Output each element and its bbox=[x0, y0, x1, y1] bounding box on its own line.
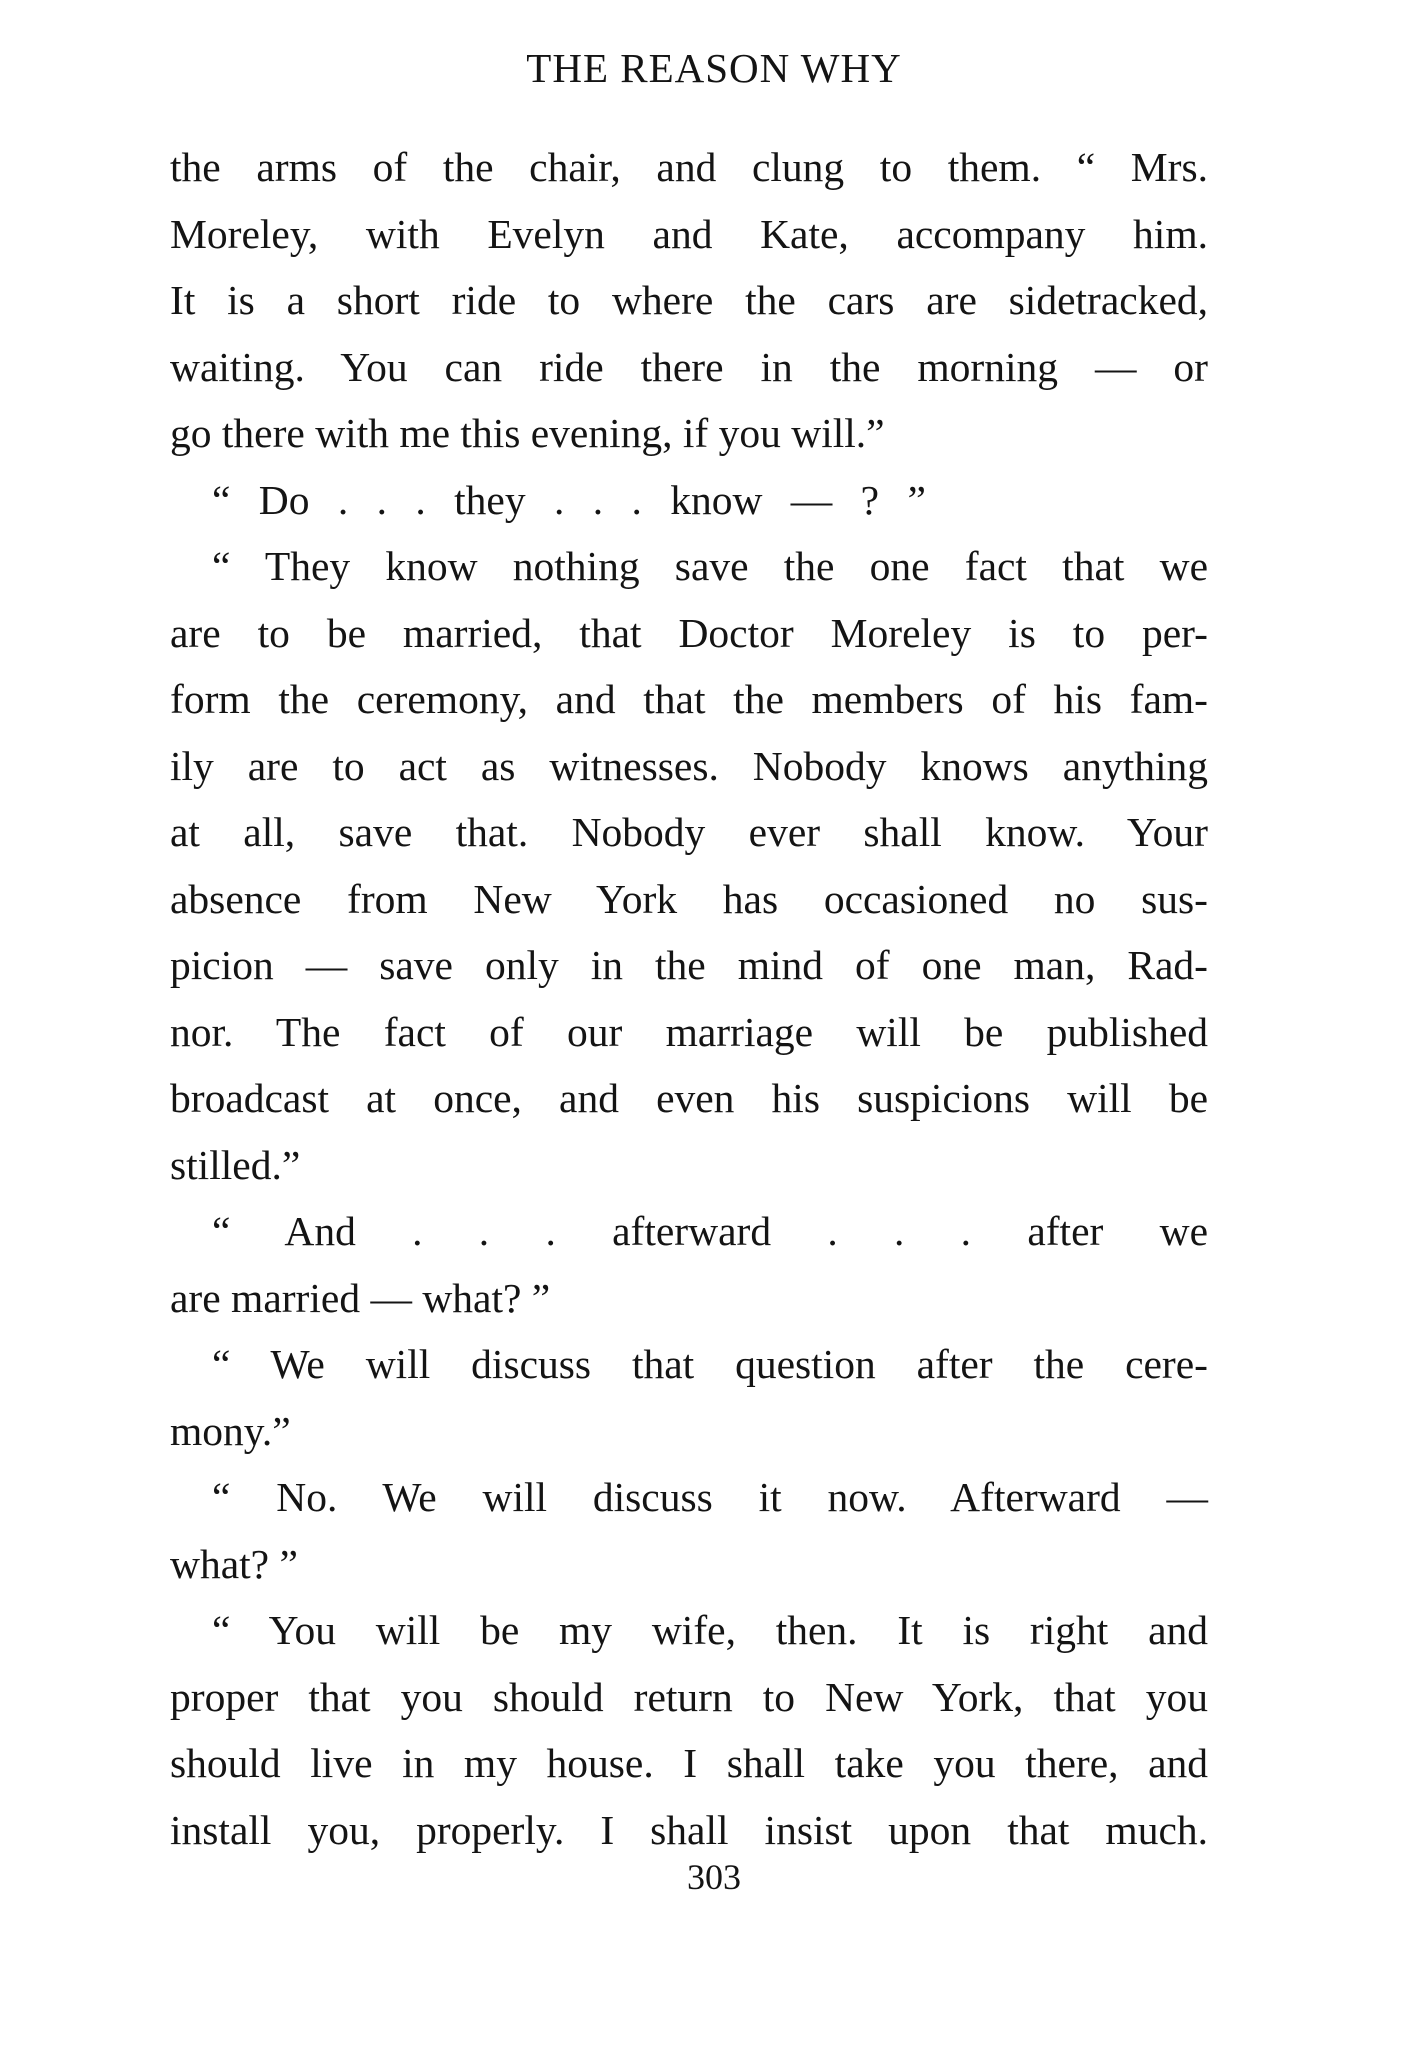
text-line: are married — what? ” bbox=[170, 1274, 551, 1321]
text-line: absence from New York has occasioned no sus- bbox=[170, 875, 1208, 922]
text-line: ily are to act as witnesses. Nobody knows anything bbox=[170, 742, 1208, 789]
text-line: nor. The fact of our marriage will be published bbox=[170, 1008, 1208, 1055]
text-line: “ They know nothing save the one fact that we bbox=[212, 543, 1208, 589]
text-line: the arms of the chair, and clung to them. “ Mrs. bbox=[170, 144, 1208, 190]
text-line: “ And . . . afterward . . . after we bbox=[212, 1208, 1208, 1254]
text-line: are to be married, that Doctor Moreley is to per- bbox=[170, 609, 1208, 656]
running-head: THE REASON WHY bbox=[526, 45, 902, 91]
text-line: picion — save only in the mind of one man, Rad- bbox=[170, 942, 1208, 988]
text-line: go there with me this evening, if you will.” bbox=[170, 410, 885, 456]
text-line: Moreley, with Evelyn and Kate, accompany him. bbox=[170, 210, 1208, 257]
text-line: install you, properly. I shall insist upon that much. bbox=[170, 1806, 1208, 1853]
text-line: “ You will be my wife, then. It is right and bbox=[212, 1607, 1208, 1653]
text-line: broadcast at once, and even his suspicions will be bbox=[170, 1075, 1208, 1121]
text-line: “ No. We will discuss it now. Afterward — bbox=[212, 1474, 1208, 1520]
text-line: “ We will discuss that question after the cere- bbox=[212, 1341, 1208, 1387]
text-line: what? ” bbox=[170, 1540, 298, 1587]
body-text bbox=[170, 134, 1208, 1863]
text-line: form the ceremony, and that the members of his fam- bbox=[170, 676, 1208, 722]
text-line: should live in my house. I shall take you there, and bbox=[170, 1740, 1208, 1786]
text-line: at all, save that. Nobody ever shall know. Your bbox=[170, 809, 1208, 855]
text-line: mony.” bbox=[170, 1407, 291, 1454]
text-line: waiting. You can ride there in the morning — or bbox=[170, 343, 1208, 390]
text-line: It is a short ride to where the cars are sidetracked, bbox=[170, 277, 1208, 323]
page-number: 303 bbox=[687, 1857, 741, 1897]
text-line: proper that you should return to New York, that you bbox=[170, 1673, 1208, 1720]
text-line: “ Do . . . they . . . know — ? ” bbox=[212, 476, 926, 523]
text-line: stilled.” bbox=[170, 1141, 301, 1188]
